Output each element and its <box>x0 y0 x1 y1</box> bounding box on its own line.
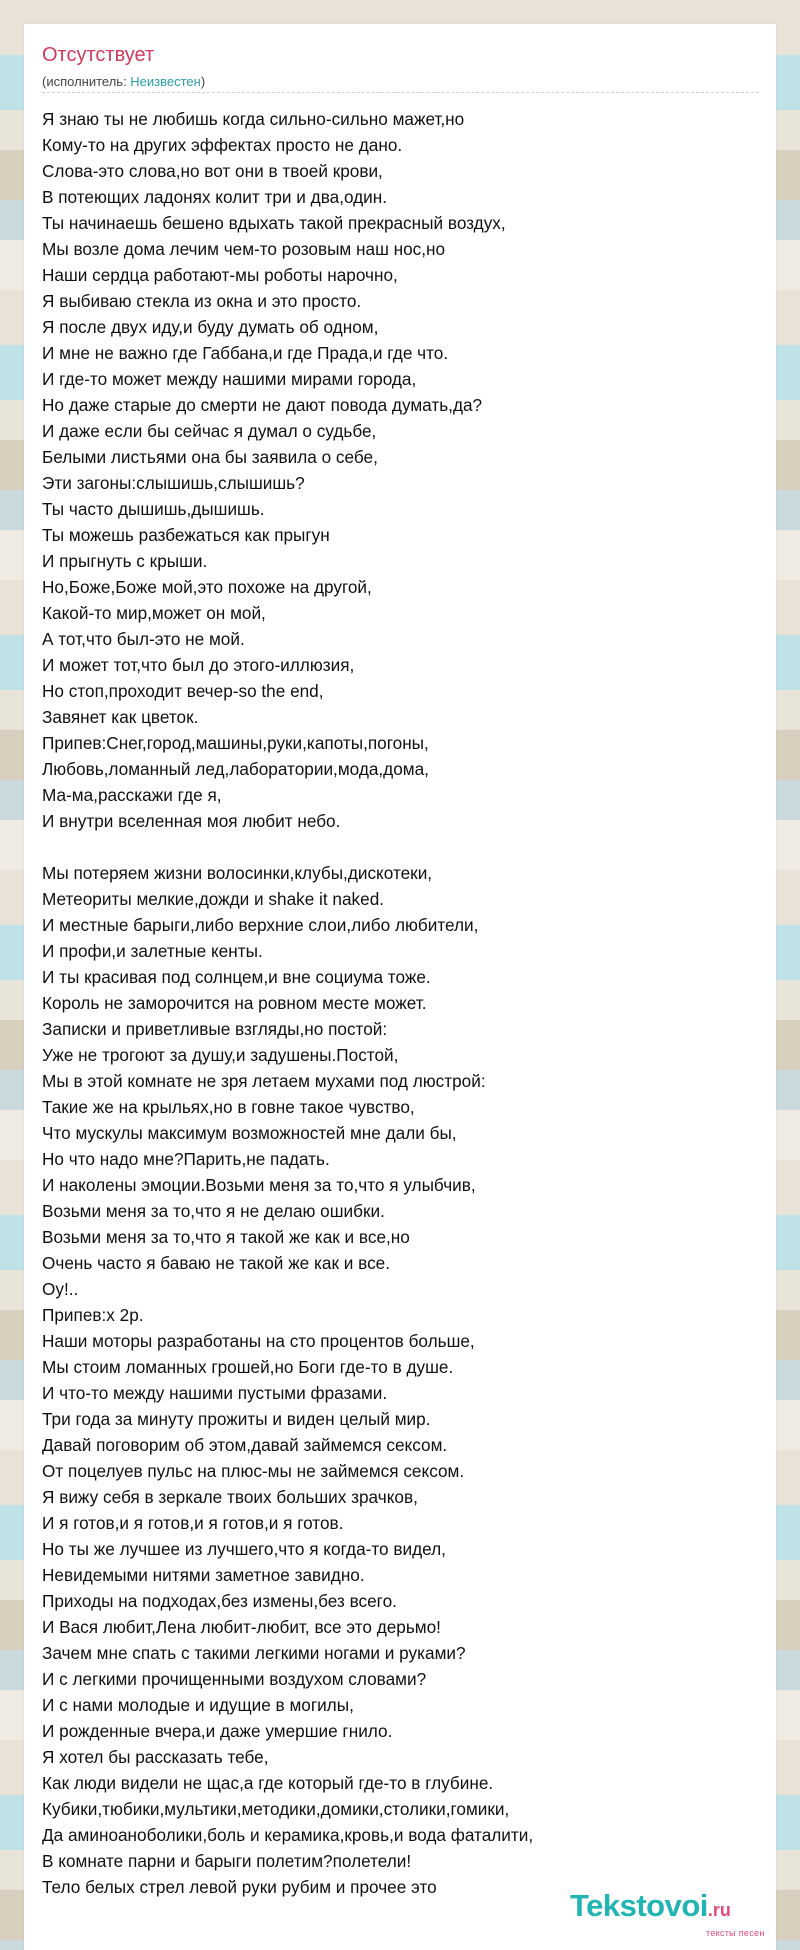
lyric-line: Уже не трогоют за душу,и задушены.Постой, <box>42 1045 399 1065</box>
logo-tagline: тексты песен <box>706 1928 765 1938</box>
lyric-line: Ма-ма,расскажи где я, <box>42 785 222 805</box>
lyric-line: И прыгнуть с крыши. <box>42 551 208 571</box>
lyric-line: Ты часто дышишь,дышишь. <box>42 499 265 519</box>
lyric-line: Но даже старые до смерти не дают повода думать,да? <box>42 395 483 415</box>
lyric-line: Что мускулы максимум возможностей мне дали бы, <box>42 1123 457 1143</box>
lyric-line: Три года за минуту прожиты и виден целый мир. <box>42 1409 431 1429</box>
lyric-line: Записки и приветливые взгляды,но постой: <box>42 1019 388 1039</box>
lyric-line: Белыми листьями она бы заявила о себе, <box>42 447 378 467</box>
lyric-line: Но что надо мне?Парить,не падать. <box>42 1149 330 1169</box>
lyric-line: Завянет как цветок. <box>42 707 199 727</box>
lyric-line: И профи,и залетные кенты. <box>42 941 263 961</box>
lyric-line: Приходы на подходах,без измены,без всего. <box>42 1591 397 1611</box>
lyrics-card <box>24 24 776 1950</box>
lyric-line: И Вася любит,Лена любит-любит, все это дерьмо! <box>42 1617 441 1637</box>
lyric-line: Кому-то на других эффектах просто не дано. <box>42 135 403 155</box>
lyric-line: Как люди видели не щас,а где который где-то в глубине. <box>42 1773 494 1793</box>
lyric-line: И наколены эмоции.Возьми меня за то,что я улыбчив, <box>42 1175 476 1195</box>
lyric-line: Ты можешь разбежаться как прыгун <box>42 525 330 545</box>
lyric-line: И что-то между нашими пустыми фразами. <box>42 1383 388 1403</box>
lyric-line: А тот,что был-это не мой. <box>42 629 245 649</box>
lyric-line: Король не заморочится на ровном месте может. <box>42 993 427 1013</box>
lyric-line: Давай поговорим об этом,давай займемся сексом. <box>42 1435 448 1455</box>
lyric-line: И с легкими прочищенными воздухом словами? <box>42 1669 427 1689</box>
lyric-line <box>42 834 762 860</box>
lyric-line: От поцелуев пульс на плюс-мы не займемся сексом. <box>42 1461 465 1481</box>
lyric-line: Но ты же лучшее из лучшего,что я когда-то видел, <box>42 1539 446 1559</box>
lyric-line: Любовь,ломанный лед,лаборатории,мода,дома, <box>42 759 429 779</box>
song-title: Отсутствует <box>42 44 155 66</box>
lyric-line: И с нами молодые и идущие в могилы, <box>42 1695 354 1715</box>
lyric-line: Я вижу себя в зеркале твоих больших зрачков, <box>42 1487 418 1507</box>
lyric-line: В потеющих ладонях колит три и два,один. <box>42 187 388 207</box>
lyric-line: Метеориты мелкие,дожди и shake it naked. <box>42 889 385 909</box>
lyric-line: Мы в этой комнате не зря летаем мухами под люстрой: <box>42 1071 486 1091</box>
lyric-line: Припев:х 2р. <box>42 1305 144 1325</box>
performer-line <box>42 74 205 89</box>
lyric-line: Оу!.. <box>42 1279 79 1299</box>
lyrics-text <box>42 106 762 1900</box>
lyric-line: Но,Боже,Боже мой,это похоже на другой, <box>42 577 372 597</box>
title-divider <box>42 92 759 93</box>
lyric-line: Припев:Снег,город,машины,руки,капоты,погоны, <box>42 733 429 753</box>
lyric-line: Мы стоим ломанных грошей,но Боги где-то в душе. <box>42 1357 454 1377</box>
lyric-line: Наши сердца работают-мы роботы нарочно, <box>42 265 398 285</box>
lyric-line: Я хотел бы рассказать тебе, <box>42 1747 269 1767</box>
performer-link[interactable]: Неизвестен <box>130 74 201 89</box>
lyric-line: Очень часто я баваю не такой же как и все. <box>42 1253 391 1273</box>
lyric-line: Мы потеряем жизни волосинки,клубы,дискотеки, <box>42 863 433 883</box>
site-logo[interactable] <box>570 1888 765 1938</box>
lyric-line: Мы возле дома лечим чем-то розовым наш нос,но <box>42 239 446 259</box>
performer-suffix: ) <box>200 74 206 89</box>
logo-name: Tekstovoi <box>570 1888 708 1923</box>
lyric-line: И может тот,что был до этого-иллюзия, <box>42 655 355 675</box>
lyric-line: И ты красивая под солнцем,и вне социума тоже. <box>42 967 431 987</box>
lyric-line: Кубики,тюбики,мультики,методики,домики,столики,гомики, <box>42 1799 510 1819</box>
lyric-line: Да аминоаноболики,боль и керамика,кровь,и вода фаталити, <box>42 1825 534 1845</box>
lyric-line: Ты начинаешь бешено вдыхать такой прекрасный воздух, <box>42 213 506 233</box>
logo-tld: .ru <box>707 1900 731 1920</box>
lyric-line: Наши моторы разработаны на сто процентов больше, <box>42 1331 475 1351</box>
lyric-line: Невидемыми нитями заметное завидно. <box>42 1565 365 1585</box>
lyric-line: Я выбиваю стекла из окна и это просто. <box>42 291 362 311</box>
lyric-line: Тело белых стрел левой руки рубим и прочее это <box>42 1877 437 1897</box>
lyric-line: И мне не важно где Габбана,и где Прада,и где что. <box>42 343 449 363</box>
lyric-line: Возьми меня за то,что я не делаю ошибки. <box>42 1201 385 1221</box>
lyric-line: И местные барыги,либо верхние слои,либо любители, <box>42 915 479 935</box>
lyric-line: Возьми меня за то,что я такой же как и все,но <box>42 1227 410 1247</box>
lyric-line: Такие же на крыльях,но в говне такое чувство, <box>42 1097 415 1117</box>
lyric-line: И даже если бы сейчас я думал о судьбе, <box>42 421 377 441</box>
lyric-line: И где-то может между нашими мирами города, <box>42 369 417 389</box>
lyric-line: И рожденные вчера,и даже умершие гнило. <box>42 1721 393 1741</box>
lyric-line: Я знаю ты не любишь когда сильно-сильно мажет,но <box>42 109 465 129</box>
lyric-line: Эти загоны:слышишь,слышишь? <box>42 473 305 493</box>
lyric-line: Но стоп,проходит вечер-so the end, <box>42 681 324 701</box>
performer-prefix: (исполнитель: <box>42 74 131 89</box>
lyric-line: Слова-это слова,но вот они в твоей крови, <box>42 161 383 181</box>
lyric-line: Какой-то мир,может он мой, <box>42 603 266 623</box>
lyric-line: Зачем мне спать с такими легкими ногами и руками? <box>42 1643 466 1663</box>
lyric-line: И внутри вселенная моя любит небо. <box>42 811 341 831</box>
lyric-line: В комнате парни и барыги полетим?полетели! <box>42 1851 412 1871</box>
lyric-line: Я после двух иду,и буду думать об одном, <box>42 317 379 337</box>
lyric-line: И я готов,и я готов,и я готов,и я готов. <box>42 1513 344 1533</box>
